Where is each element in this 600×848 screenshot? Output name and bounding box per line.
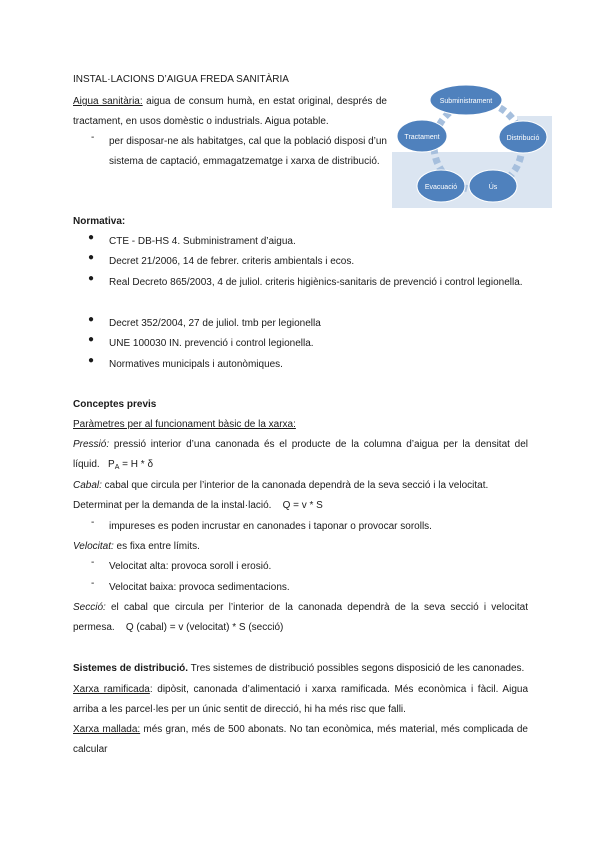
- velocitat-text: es fixa entre límits.: [113, 541, 200, 552]
- intro-text: aigua de consum humà, en estat original, després de tractament, en usos domèstic o industrials. Aigua potable.: [73, 96, 387, 127]
- diagram-label-evacuacio: Evacuació: [424, 184, 458, 191]
- ramificada-text: : dipòsit, canonada d’alimentació i xarxa ramificada. Més econòmica i fàcil. Aigua arriba a les parcel·les per un únic sentit de direcció, hi ha més risc que falli.: [73, 684, 529, 715]
- bullet-marker: ●: [88, 252, 95, 263]
- mallada-paragraph: [73, 720, 528, 760]
- diagram-label-us: Ús: [488, 184, 498, 191]
- sistemes-heading: Sistemes de distribució.: [73, 663, 189, 674]
- normativa-heading: Normativa:: [73, 216, 126, 227]
- sistemes-text: Tres sistemes de distribució possibles segons disposició de les canonades.: [188, 663, 525, 674]
- list-item-text: Normatives municipals i autonòmiques.: [109, 359, 283, 370]
- mallada-term: Xarxa mallada:: [73, 724, 141, 735]
- list-item-text: Decret 21/2006, 14 de febrer. criteris ambientals i ecos.: [109, 256, 355, 267]
- diagram-node-us: [469, 170, 517, 202]
- mallada-text: més gran, més de 500 abonats. No tan econòmica, més material, més complicada de calcular: [73, 724, 528, 755]
- list-item-text: CTE - DB-HS 4. Subministrament d’aigua.: [109, 236, 296, 247]
- impureses-item: impureses es poden incrustar en canonades i taponar o provocar sorolls.: [109, 521, 432, 532]
- determinat-paragraph: [73, 496, 528, 516]
- diagram-node-evacuacio: [417, 170, 465, 202]
- formula-sub: A: [114, 464, 120, 471]
- conceptes-subheading: Paràmetres per al funcionament bàsic de la xarxa:: [73, 419, 296, 430]
- seccio-term: Secció:: [73, 602, 106, 613]
- list-item-text: Decret 352/2004, 27 de juliol. tmb per legionella: [109, 318, 321, 329]
- formula-rest: = H * δ: [119, 459, 154, 470]
- dash-marker: -: [91, 557, 95, 568]
- conceptes-heading: Conceptes previs: [73, 399, 157, 410]
- bullet-marker: ●: [88, 334, 95, 345]
- formula-q: Q = v * S: [282, 500, 323, 511]
- diagram-label-distribucio: Distribució: [506, 135, 540, 142]
- seccio-formula: Q (cabal) = v (velocitat) * S (secció): [125, 622, 284, 633]
- velocitat-paragraph: [73, 537, 528, 557]
- velocitat-term: Velocitat:: [73, 541, 114, 552]
- sistemes-paragraph: [73, 659, 528, 679]
- list-item-text: UNE 100030 IN. prevenció i control legionella.: [109, 338, 314, 349]
- bullet-marker: ●: [88, 314, 95, 325]
- bullet-marker: ●: [88, 273, 95, 284]
- diagram-node-subministrament: [430, 85, 502, 115]
- pressio-term: Pressió:: [73, 439, 110, 450]
- seccio-paragraph: [73, 598, 528, 638]
- pressio-text: pressió interior d’una canonada és el producte de la columna d’aigua per la densitat del líquid.: [73, 439, 528, 470]
- diagram-label-tractament: Tractament: [404, 134, 440, 141]
- velocitat-alta-item: Velocitat alta: provoca soroll i erosió.: [109, 561, 272, 572]
- intro-dash-item: per disposar-ne als habitatges, cal que la població disposi d’un sistema de captació, emmagatzematge i xarxa de distribució.: [109, 136, 387, 167]
- ramificada-paragraph: [73, 680, 528, 720]
- diagram-node-distribucio: [499, 121, 547, 153]
- intro-term: Aigua sanitària:: [73, 96, 143, 107]
- diagram-label-subministrament: Subministrament: [439, 98, 493, 105]
- dash-marker: -: [91, 132, 95, 143]
- ramificada-term: Xarxa ramificada: [73, 684, 150, 695]
- seccio-text: el cabal que circula per l’interior de la canonada dependrà de la seva secció i velocitat permesa.: [73, 602, 528, 633]
- list-item-text: Real Decreto 865/2003, 4 de juliol. criteris higiènics-sanitaris de prevenció i control legionella.: [109, 277, 523, 288]
- formula-p: P: [108, 459, 115, 470]
- dash-marker: -: [91, 578, 95, 589]
- diagram-node-tractament: [397, 120, 447, 152]
- determinat-text: Determinat per la demanda de la instal·lació.: [73, 500, 272, 511]
- cabal-paragraph: [73, 476, 528, 496]
- water-cycle-diagram: [392, 76, 552, 208]
- dash-marker: -: [91, 517, 95, 528]
- bullet-marker: ●: [88, 355, 95, 366]
- velocitat-baixa-item: Velocitat baixa: provoca sedimentacions.: [109, 582, 290, 593]
- pressio-formula: [108, 459, 153, 470]
- bullet-marker: ●: [88, 232, 95, 243]
- intro-paragraph: [73, 92, 387, 132]
- page-title: INSTAL·LACIONS D’AIGUA FREDA SANITÀRIA: [73, 74, 289, 85]
- cabal-term: Cabal:: [73, 480, 102, 491]
- cabal-text: cabal que circula per l’interior de la canonada dependrà de la seva secció i la velocitat.: [101, 480, 489, 491]
- pressio-paragraph: [73, 435, 528, 478]
